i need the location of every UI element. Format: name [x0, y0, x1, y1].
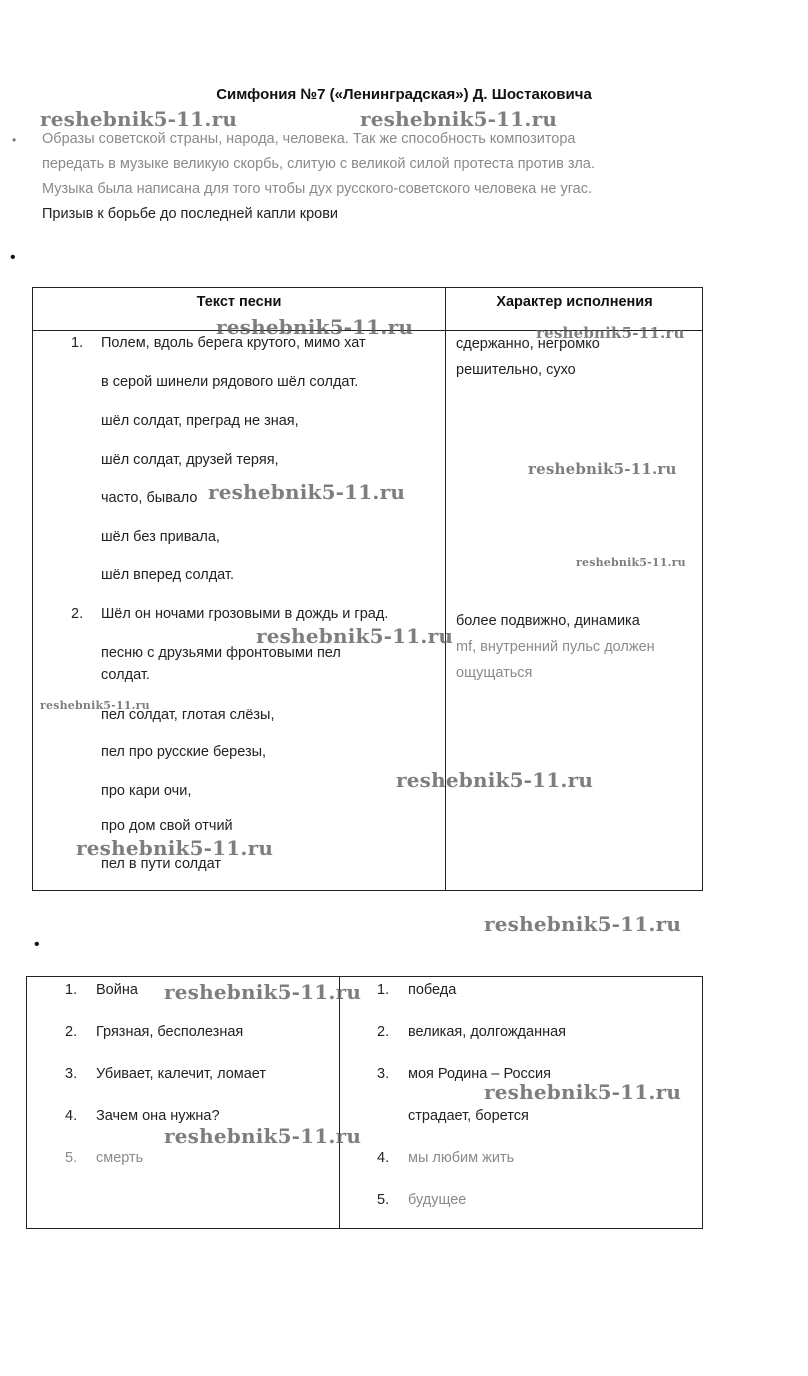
left-item-text: Грязная, бесполезная: [96, 1024, 244, 1040]
right-item-text: великая, долгожданная: [408, 1024, 567, 1040]
intro-line: Музыка была написана для того чтобы дух русского-советского человека не угас.: [42, 181, 593, 197]
watermark: reshebnik5-11.ru: [216, 315, 414, 339]
lyric-line: про кари очи,: [101, 783, 192, 799]
lyric-line: Шёл он ночами грозовыми в дождь и град.: [101, 606, 389, 622]
performance-line: mf, внутренний пульс должен: [456, 639, 655, 655]
lyric-line: про дом свой отчий: [101, 818, 233, 834]
lyric-line: солдат.: [101, 667, 150, 683]
lyric-line: шёл вперед солдат.: [101, 567, 234, 583]
lyric-line: шёл солдат, друзей теряя,: [101, 452, 279, 468]
performance-line: ощущаться: [456, 665, 533, 681]
left-item-number: 1.: [65, 982, 78, 998]
right-item-text: моя Родина – Россия: [408, 1066, 551, 1082]
lyric-line: пел про русские березы,: [101, 744, 267, 760]
right-item-text: победа: [408, 982, 457, 998]
left-item-text: Убивает, калечит, ломает: [96, 1066, 267, 1082]
right-item-number: 1.: [377, 982, 390, 998]
performance-line: более подвижно, динамика: [456, 613, 640, 629]
song-table: [32, 287, 703, 891]
right-item-text: будущее: [408, 1192, 467, 1208]
lyric-line: Полем, вдоль берега крутого, мимо хат: [101, 335, 366, 351]
intro-line: передать в музыке великую скорбь, слитую с великой силой протеста против зла.: [42, 156, 595, 172]
watermark: reshebnik5-11.ru: [256, 624, 454, 648]
right-item-text: мы любим жить: [408, 1150, 515, 1166]
watermark: reshebnik5-11.ru: [164, 980, 362, 1004]
right-item-number: 2.: [377, 1024, 390, 1040]
watermark: reshebnik5-11.ru: [164, 1124, 362, 1148]
left-item-number: 4.: [65, 1108, 78, 1124]
lyric-line: пел в пути солдат: [101, 856, 221, 872]
lyric-line: часто, бывало: [101, 490, 198, 506]
performance-line: сдержанно, негромко: [456, 336, 600, 352]
left-item-number: 5.: [65, 1150, 78, 1166]
bullet-marker: •: [12, 133, 17, 147]
performance-line: решительно, сухо: [456, 362, 576, 378]
watermark: reshebnik5-11.ru: [208, 480, 406, 504]
intro-line: Призыв к борьбе до последней капли крови: [42, 206, 339, 222]
lyric-line: в серой шинели рядового шёл солдат.: [101, 374, 359, 390]
lyric-line: песню с друзьями фронтовыми пел: [101, 645, 341, 661]
watermark: reshebnik5-11.ru: [528, 460, 677, 478]
intro-paragraph: [42, 127, 702, 227]
document-title: Симфония №7 («Ленинградская») Д. Шостаковича: [216, 86, 592, 103]
right-item-number: 5.: [377, 1192, 390, 1208]
watermark: reshebnik5-11.ru: [40, 699, 150, 712]
header-song-text: Текст песни: [196, 294, 282, 310]
bullet-marker: •: [10, 249, 16, 266]
verse-number: 1.: [71, 335, 84, 351]
watermark: reshebnik5-11.ru: [484, 1080, 682, 1104]
watermark: reshebnik5-11.ru: [484, 912, 682, 936]
left-item-text: Война: [96, 982, 138, 998]
watermark: reshebnik5-11.ru: [576, 556, 686, 569]
intro-line: Образы советской страны, народа, человека. Так же способность композитора: [42, 131, 576, 147]
left-item-text: смерть: [96, 1150, 144, 1166]
watermark: reshebnik5-11.ru: [360, 107, 558, 131]
lyric-line: шёл без привала,: [101, 529, 220, 545]
left-item-number: 2.: [65, 1024, 78, 1040]
left-item-text: Зачем она нужна?: [96, 1108, 220, 1124]
right-item-number: 4.: [377, 1150, 390, 1166]
performance-verse-2: [456, 608, 655, 686]
verse-number: 2.: [71, 606, 84, 622]
watermark: reshebnik5-11.ru: [536, 324, 685, 342]
watermark: reshebnik5-11.ru: [40, 107, 238, 131]
right-item-number: 3.: [377, 1066, 390, 1082]
watermark: reshebnik5-11.ru: [76, 836, 274, 860]
lyric-line: пел солдат, глотая слёзы,: [101, 707, 275, 723]
watermark: reshebnik5-11.ru: [396, 768, 594, 792]
left-item-number: 3.: [65, 1066, 78, 1082]
header-performance: Характер исполнения: [496, 294, 653, 310]
right-item-text: страдает, борется: [408, 1108, 529, 1124]
bullet-marker: •: [34, 936, 40, 953]
lyric-line: шёл солдат, преград не зная,: [101, 413, 299, 429]
